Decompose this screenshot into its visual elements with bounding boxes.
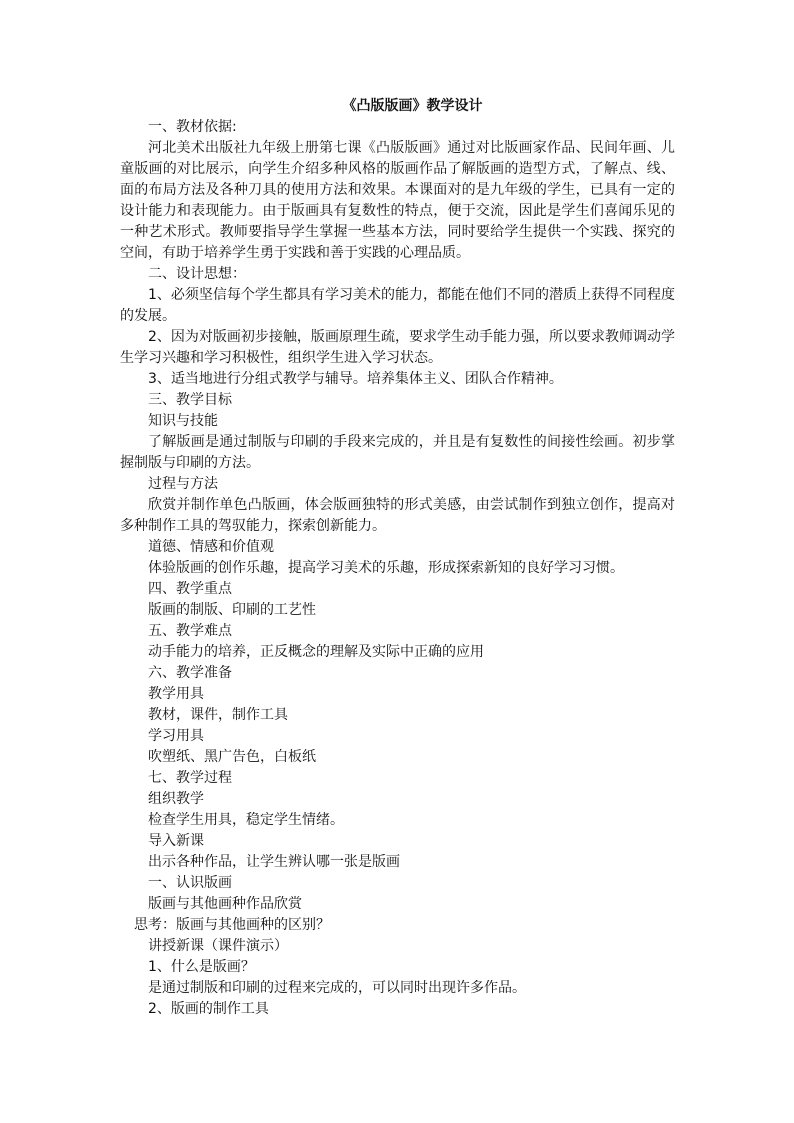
- section-heading-5: 五、教学难点: [148, 623, 232, 639]
- paragraph-text: 2、版画的制作工具: [148, 1001, 269, 1017]
- subheading: 学习用具: [148, 728, 204, 744]
- paragraph-text: 3、适当地进行分组式教学与辅导。培养集体主义、团队合作精神。: [148, 371, 563, 387]
- paragraph-text: 版画与其他画种作品欣赏: [148, 896, 302, 912]
- paragraph-text: 是通过制版和印刷的过程来完成的，可以同时出现许多作品。: [148, 980, 526, 996]
- paragraph-text: 欣赏并制作单色凸版画，体会版画独特的形式美感，由尝试制作到独立创作，提高对多种制作工具的驾驭能力，探索创新能力。: [120, 497, 675, 534]
- section-heading-6: 六、教学准备: [148, 665, 232, 681]
- paragraph-text: 1、必须坚信每个学生都具有学习美术的能力，都能在他们不同的潜质上获得不同程度的发展。: [120, 287, 675, 324]
- paragraph-text: 版画的制版、印刷的工艺性: [148, 602, 316, 618]
- section-heading-1: 一、教材依据:: [148, 119, 237, 135]
- paragraph-text: 吹塑纸、黑广告色，白板纸: [148, 749, 316, 765]
- paragraph-text: 河北美术出版社九年级上册第七课《凸版版画》通过对比版画家作品、民间年画、儿童版画的对比展示，向学生介绍多种风格的版画作品了解版画的造型方式，了解点、线、面的布局方法及各种刀具的使用方法和效果。本课面对的是九年级的学生，已具有一定的设计能力和表现能力。由于版画具有复数性的特点，便于交流，因此是学生们喜闻乐见的一种艺术形式。教师要指导学生掌握一些基本方法，同时要给学生提供一个实践、探究的空间，有助于培养学生勇于实践和善于实践的心理品质。: [120, 140, 675, 261]
- section-heading-3: 三、教学目标: [148, 392, 232, 408]
- paragraph-text: 动手能力的培养，正反概念的理解及实际中正确的应用: [148, 644, 484, 660]
- paragraph-text: 体验版画的创作乐趣，提高学习美术的乐趣，形成探索新知的良好学习习惯。: [148, 560, 624, 576]
- subheading: 知识与技能: [148, 413, 218, 429]
- paragraph-text: 了解版画是通过制版与印刷的手段来完成的，并且是有复数性的间接性绘画。初步掌握制版与印刷的方法。: [120, 434, 675, 471]
- paragraph-text: 出示各种作品，让学生辨认哪一张是版画: [148, 854, 400, 870]
- section-heading-4: 四、教学重点: [148, 581, 232, 597]
- document-title: 《凸版版画》教学设计: [342, 98, 483, 114]
- paragraph-text: 1、什么是版画？: [148, 959, 255, 975]
- section-heading-2: 二、设计思想：: [148, 266, 246, 282]
- subheading: 导入新课: [148, 833, 204, 849]
- document-body: [120, 96, 675, 1020]
- subheading: 教学用具: [148, 686, 204, 702]
- subheading: 组织教学: [148, 791, 204, 807]
- section-heading-7: 七、教学过程: [148, 770, 232, 786]
- paragraph-text: 教材，课件，制作工具: [148, 707, 288, 723]
- paragraph-text: 思考：版画与其他画种的区别？: [134, 917, 330, 933]
- paragraph-text: 检查学生用具，稳定学生情绪。: [148, 812, 344, 828]
- subheading: 过程与方法: [148, 476, 218, 492]
- subheading: 一、认识版画: [148, 875, 232, 891]
- paragraph-text: 2、因为对版画初步接触，版画原理生疏，要求学生动手能力强，所以要求教师调动学生学习兴趣和学习积极性，组织学生进入学习状态。: [120, 329, 675, 366]
- subheading: 讲授新课（课件演示）: [148, 938, 288, 954]
- subheading: 道德、情感和价值观: [148, 539, 274, 555]
